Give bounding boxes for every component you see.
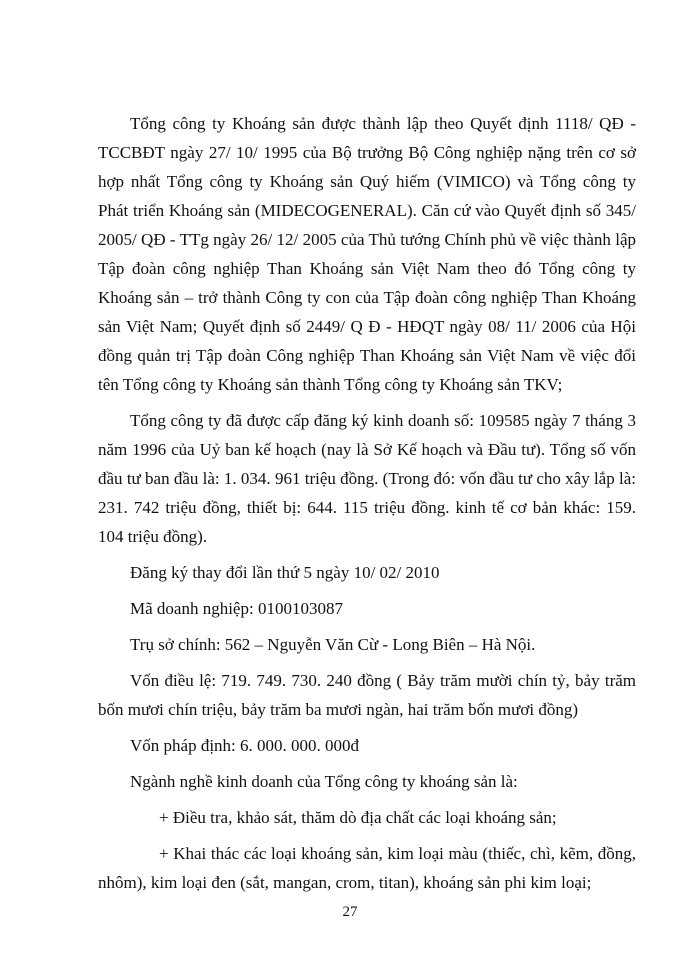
paragraph-establishment: Tổng công ty Khoáng sản được thành lập theo Quyết định 1118/ QĐ - TCCBĐT ngày 27/ 10/ 1995 của Bộ trưởng Bộ Công nghiệp nặng trên cơ sở hợp nhất Tổng công ty Khoáng sản Quý hiếm (VIMICO) và Tổng công ty Phát triển Khoáng sản (MIDECOGENERAL). Căn cứ vào Quyết định số 345/ 2005/ QĐ - TTg ngày 26/ 12/ 2005 của Thủ tướng Chính phủ về việc thành lập Tập đoàn công nghiệp Than Khoáng sản Việt Nam theo đó Tổng công ty Khoáng sản – trở thành Công ty con của Tập đoàn công nghiệp Than Khoáng sản Việt Nam; Quyết định số 2449/ Q Đ - HĐQT ngày 08/ 11/ 2006 của Hội đồng quản trị Tập đoàn Công nghiệp Than Khoáng sản Việt Nam về việc đổi tên Tổng công ty Khoáng sản thành Tổng công ty Khoáng sản TKV; [98,114,636,394]
paragraph-business-registration: Tổng công ty đã được cấp đăng ký kinh doanh số: 109585 ngày 7 tháng 3 năm 1996 của Uỷ ban kế hoạch (nay là Sở Kế hoạch và Đầu tư). Tổng số vốn đầu tư ban đầu là: 1. 034. 961 triệu đồng. (Trong đó: vốn đầu tư cho xây lắp là: 231. 742 triệu đồng, thiết bị: 644. 115 triệu đồng. kinh tế cơ bản khác: 159. 104 triệu đồng). [98,411,636,546]
bullet-mineral-extraction: + Khai thác các loại khoáng sản, kim loại màu (thiếc, chì, kẽm, đồng, nhôm), kim loại đen (sắt, mangan, crom, titan), khoáng sản phi kim loại; [98,844,636,892]
paragraph-head-office: Trụ sở chính: 562 – Nguyễn Văn Cừ - Long Biên – Hà Nội. [130,635,536,654]
paragraph-legal-capital: Vốn pháp định: 6. 000. 000. 000đ [130,736,360,755]
paragraph-charter-capital: Vốn điều lệ: 719. 749. 730. 240 đồng ( Bảy trăm mười chín tỷ, bảy trăm bốn mươi chín triệu, bảy trăm ba mươi ngàn, hai trăm bốn mươi đồng) [98,671,636,719]
paragraph-enterprise-code: Mã doanh nghiệp: 0100103087 [130,599,343,618]
paragraph-registration-change: Đăng ký thay đổi lần thứ 5 ngày 10/ 02/ 2010 [130,563,440,582]
paragraph-business-lines-intro: Ngành nghề kinh doanh của Tổng công ty khoáng sản là: [130,772,518,791]
bullet-survey-exploration: + Điều tra, khảo sát, thăm dò địa chất các loại khoáng sản; [159,808,557,827]
page-number: 27 [342,904,358,920]
document-body [98,109,636,904]
